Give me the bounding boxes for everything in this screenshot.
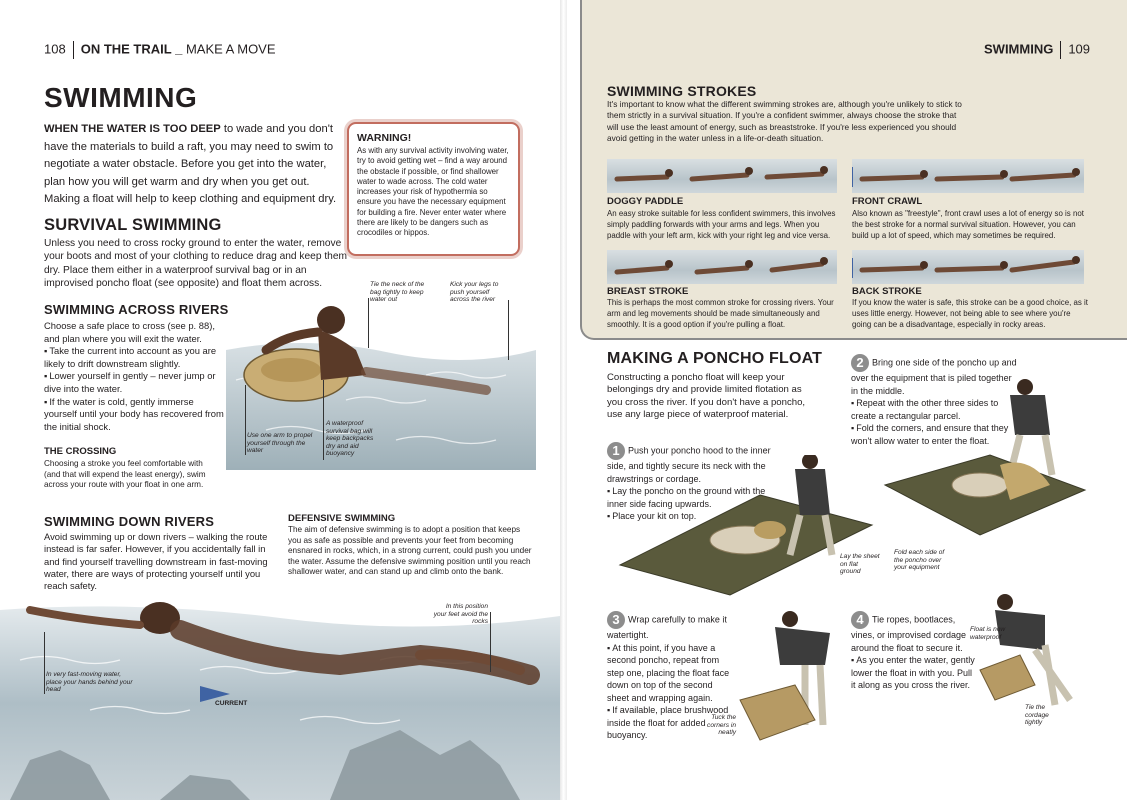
right-page-number: 109	[1068, 41, 1091, 57]
step-4-illustration	[975, 590, 1095, 720]
caption-tuck-corners: Tuck the corners in neatly	[707, 714, 736, 737]
stroke-text-1: An easy stroke suitable for less confident swimmers, this involves simply paddling forwards with your arms and legs. When you paddle with your left arm, kick with your right leg and vice versa.	[607, 209, 836, 240]
step-3-bullet-1: ▪ At this point, if you have a second poncho, repeat from step one, placing the float face down on top of the second sheet and wrapping again.	[607, 642, 732, 705]
book-spine	[560, 0, 567, 800]
crossing-heading: THE CROSSING	[44, 446, 117, 457]
caption-kick-legs: Kick your legs to push yourself across the river	[450, 281, 499, 304]
survival-swimming-text: Unless you need to cross rocky ground to enter the water, remove your boots and most of your clothing to reduce drag and keep them dry. Place them either in a waterproof survival bag or in an improvised poncho float (see opposite) and float them across.	[44, 238, 347, 289]
caption-leader	[245, 385, 246, 455]
step-4-lead: Tie ropes, bootlaces, vines, or improvised cordage around the float to secure it.	[851, 614, 967, 653]
down-rivers-heading: SWIMMING DOWN RIVERS	[44, 514, 215, 529]
stroke-text-2: Also known as "freestyle", front crawl uses a lot of energy so is not the best stroke for a normal survival situation. However, you can build up a lot of speed, which may sometimes be required.	[852, 209, 1084, 240]
right-running-head	[984, 41, 1090, 59]
step-4	[851, 611, 976, 692]
step-1-lead: Push your poncho hood to the inner side, and tightly secure its neck with the drawstrings or cordage.	[607, 445, 771, 484]
caption-leader	[44, 632, 45, 694]
stroke-name-4: BACK STROKE	[852, 286, 922, 297]
stroke-name-2: FRONT CRAWL	[852, 196, 923, 207]
breast-stroke-illustration	[607, 250, 837, 284]
step-3-number: 3	[607, 611, 625, 629]
caption-tie-cordage: Tie the cordage tightly	[1025, 704, 1049, 727]
left-section-label: ON THE TRAIL _	[80, 41, 183, 57]
right-section-label: SWIMMING	[984, 41, 1054, 57]
strokes-intro: It's important to know what the different swimming strokes are, although you're unlikely to stick to them strictly in a survival situation. If you're a confident swimmer, always choose the stroke that will use the least amount of energy, such as breaststroke. If you're less experienced you should avoid getting in the water unless in a life-or-death situation.	[607, 99, 962, 144]
step-3-illustration	[735, 605, 845, 745]
caption-survival-bag: A waterproof survival bag will keep backpacks dry and aid buoyancy	[326, 420, 374, 458]
down-rivers-text: Avoid swimming up or down rivers – walking the route instead is far safer. However, if you accidentally fall in and find yourself travelling downstream in fast-moving water, there are ways of protecting yourself until you reach safety.	[44, 531, 268, 592]
left-page-number: 108	[44, 41, 66, 57]
step-1-bullet-1: ▪ Lay the poncho on the ground with the inner side facing upwards.	[607, 485, 777, 510]
caption-leader	[508, 300, 509, 360]
front-crawl-illustration	[852, 159, 1084, 193]
stroke-name-3: BREAST STROKE	[607, 286, 689, 297]
stroke-text-4: If you know the water is safe, this stroke can be a good choice, as it uses little energy. However, not being able to see where you're going can be a disadvantage, especially in rocky areas.	[852, 298, 1088, 329]
stroke-name-1: DOGGY PADDLE	[607, 196, 684, 207]
step-3-bullet-2: ▪ If available, place brushwood inside the float for added buoyancy.	[607, 704, 732, 742]
survival-swimming-heading: SURVIVAL SWIMMING	[44, 216, 222, 234]
step-1-bullet-2: ▪ Place your kit on top.	[607, 510, 697, 523]
caption-leader	[490, 612, 491, 672]
warning-text: As with any survival activity involving water, try to avoid getting wet – find a way around the obstacle if possible, or find shallower water to wade across. The cold water increases your risk of hypothermia so ensure you have the necessary equipment for building a fire. Never enter water where there are likely to be dangers such as crocodiles or hippos.	[357, 146, 509, 238]
step-2-number: 2	[851, 354, 869, 372]
caption-fold-side: Fold each side of the poncho over your equipment	[894, 549, 945, 572]
warning-title: WARNING!	[357, 132, 412, 144]
left-subsection-label: MAKE A MOVE	[185, 41, 276, 57]
step-2-bullet-2: ▪ Fold the corners, and ensure that they won't allow water to enter the float.	[851, 422, 1021, 447]
caption-leader	[323, 380, 324, 460]
warning-box	[347, 122, 520, 256]
intro-text: to wade and you don't have the materials to build a raft, you may need to swim to negotiate a water obstacle. Before you get into the water, plan how you will get warm and dry when you get out. Making a float will help to keep clothing and equipment dry.	[44, 123, 337, 206]
across-bullet-2: ▪ Lower yourself in gently – never jump or dive into the water.	[44, 370, 229, 395]
caption-current: CURRENT	[215, 700, 248, 707]
caption-waterproof: Float is now waterproof	[970, 626, 1006, 641]
caption-leader	[368, 298, 369, 348]
step-1-illustration	[610, 455, 878, 600]
caption-lay-sheet: Lay the sheet on flat ground	[840, 553, 880, 576]
step-2-bullet-1: ▪ Repeat with the other three sides to create a rectangular parcel.	[851, 397, 1021, 422]
step-4-bullet-1: ▪ As you enter the water, gently lower the float in with you. Pull it along as you cross the river.	[851, 654, 976, 692]
across-bullet-3: ▪ If the water is cold, gently immerse yourself until your body has recovered from the initial shock.	[44, 396, 229, 434]
poncho-heading: MAKING A PONCHO FLOAT	[607, 350, 823, 367]
across-rivers-text: Choose a safe place to cross (see p. 88), and plan where you will exit the water.	[44, 320, 215, 344]
caption-use-arm: Use one arm to propel yourself through the water	[247, 432, 313, 455]
left-running-head	[44, 41, 276, 59]
caption-fast-water: In very fast-moving water, place your hands behind your head	[46, 671, 133, 694]
defensive-text: The aim of defensive swimming is to adopt a position that keeps you as safe as possible and prevents your feet from becoming ensnared in rocks, which, in a strong current, could push you under the water. Assume the defensive swimming position until you reach shallower water, and can stand up and climb onto the bank.	[288, 525, 532, 577]
poncho-intro: Constructing a poncho float will keep your belongings dry and provide limited flotation as you cross the river. If you don't have a poncho, use any large piece of waterproof material.	[607, 372, 806, 421]
back-stroke-illustration	[852, 250, 1084, 284]
across-rivers-heading: SWIMMING ACROSS RIVERS	[44, 302, 229, 317]
doggy-paddle-illustration	[607, 159, 837, 193]
page-title: SWIMMING	[44, 82, 198, 113]
step-1-number: 1	[607, 442, 625, 460]
step-2-lead: Bring one side of the poncho up and over the equipment that is piled together in the middle.	[851, 357, 1017, 396]
strokes-heading: SWIMMING STROKES	[607, 83, 757, 99]
caption-tie-neck: Tie the neck of the bag tightly to keep water out	[370, 281, 425, 304]
defensive-heading: DEFENSIVE SWIMMING	[288, 513, 396, 524]
intro-lead: WHEN THE WATER IS TOO DEEP	[44, 123, 221, 135]
stroke-text-3: This is perhaps the most common stroke for crossing rivers. Your arm and leg movements should be made simultaneously and smoothly. It is a good option if you're pulling a float.	[607, 298, 834, 329]
across-rivers-block	[44, 320, 229, 433]
crossing-text: Choosing a stroke you feel comfortable with (and that will expend the least energy), swim across your route with your float in one arm.	[44, 459, 206, 490]
intro-paragraph	[44, 121, 344, 209]
step-3-lead: Wrap carefully to make it watertight.	[607, 614, 727, 640]
step-4-number: 4	[851, 611, 869, 629]
across-bullet-1: ▪ Take the current into account as you are likely to drift downstream slightly.	[44, 345, 229, 370]
step-2-illustration	[880, 375, 1090, 555]
caption-feet-avoid: In this position your feet avoid the rocks	[433, 603, 488, 626]
